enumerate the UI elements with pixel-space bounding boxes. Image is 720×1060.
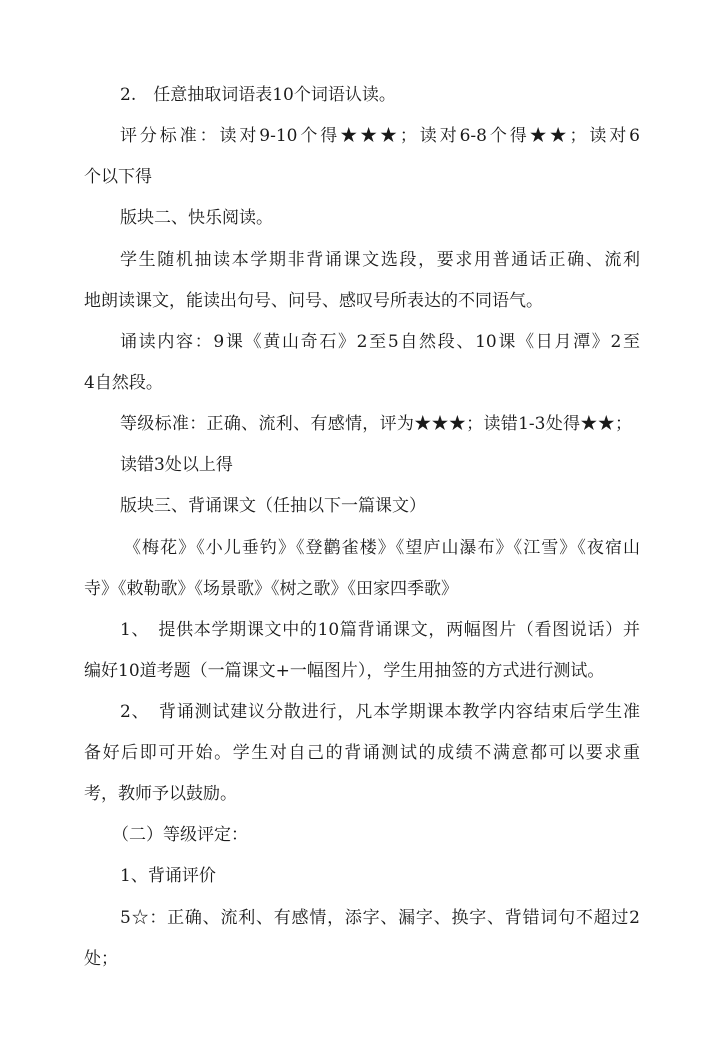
item-2-word-reading: 2. 任意抽取词语表10个词语认读。 bbox=[120, 85, 396, 105]
recitation-content-line: 诵读内容：9课《黄山奇石》2至5自然段、10课《日月潭》2至 bbox=[120, 332, 640, 352]
item-2-line: 2、 背诵测试建议分散进行，凡本学期课本教学内容结束后学生准 bbox=[120, 702, 640, 722]
section-3-heading: 版块三、背诵课文（任抽以下一篇课文） bbox=[120, 496, 426, 516]
scoring-criteria-line: 评分标准：读对9-10个得★★★；读对6-8个得★★；读对6 bbox=[120, 126, 640, 146]
reading-intro-cont: 地朗读课文，能读出句号、问号、感叹号所表达的不同语气。 bbox=[84, 291, 543, 311]
item-1-line: 1、 提供本学期课文中的10篇背诵课文，两幅图片（看图说话）并 bbox=[120, 620, 640, 640]
grade-standard-line: 等级标准：正确、流利、有感情，评为★★★；读错1-3处得★★； bbox=[120, 414, 632, 434]
item-2-cont-end: 考，教师予以鼓励。 bbox=[84, 784, 237, 804]
item-2-cont: 备好后即可开始。学生对自己的背诵测试的成绩不满意都可以要求重 bbox=[84, 743, 640, 763]
poem-list-cont: 寺》《敕勒歌》《场景歌》《树之歌》《田家四季歌》 bbox=[84, 579, 458, 599]
section-2-heading: 版块二、快乐阅读。 bbox=[120, 208, 273, 228]
item-1-cont: 编好10道考题（一篇课文+一幅图片），学生用抽签的方式进行测试。 bbox=[84, 661, 605, 681]
poem-list-line: 《梅花》《小儿垂钓》《登鹳雀楼》《望庐山瀑布》《江雪》《夜宿山 bbox=[124, 538, 640, 558]
recitation-eval-heading: 1、背诵评价 bbox=[120, 866, 216, 886]
reading-intro-line: 学生随机抽读本学期非背诵课文选段，要求用普通话正确、流利 bbox=[120, 250, 640, 270]
five-star-criteria-cont: 处； bbox=[84, 949, 118, 969]
five-star-criteria-line: 5☆：正确、流利、有感情，添字、漏字、换字、背错词句不超过2 bbox=[120, 908, 640, 928]
scoring-criteria-cont: 个以下得 bbox=[84, 167, 152, 187]
grade-eval-heading: （二）等级评定： bbox=[112, 825, 248, 845]
grade-standard-cont: 读错3处以上得 bbox=[120, 455, 233, 475]
recitation-content-cont: 4自然段。 bbox=[84, 373, 163, 393]
